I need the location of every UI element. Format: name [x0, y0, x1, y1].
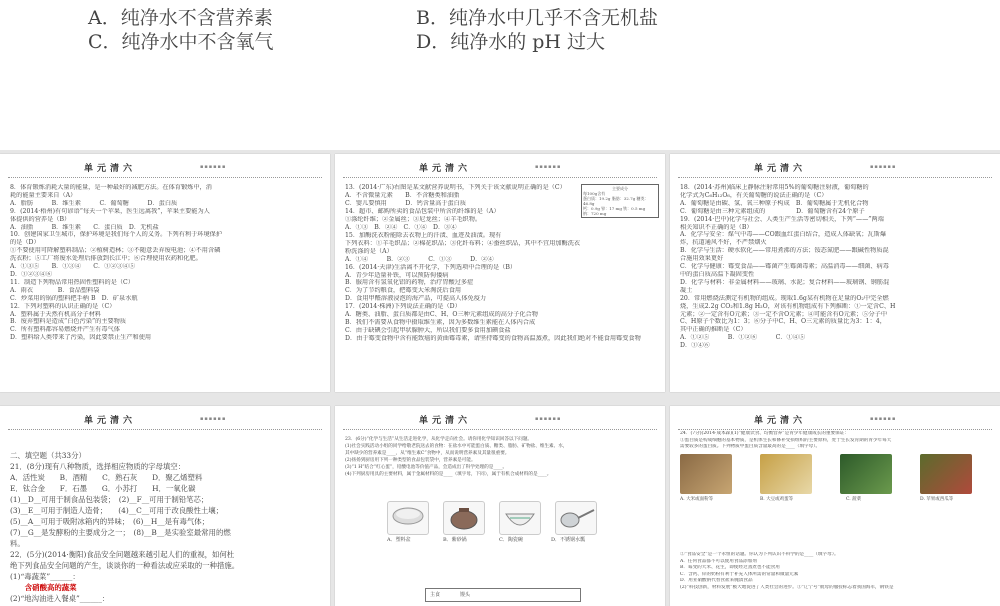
- text-line: 元素；②一定含有O元素；③一定不含O元素；④可能含有O元素；⑤分子中: [680, 310, 888, 318]
- text-line: D．塑料给人类带来了污染，因此要禁止生产和使用: [10, 334, 152, 342]
- text-line: 15．加酶洗衣粉能除去衣物上的汗渍、血迹及油渍。现有: [345, 232, 502, 239]
- unit-header-label: 单元清六: [754, 416, 807, 426]
- text-line: 炸，抗道通风不好，不严禁烟火: [680, 239, 767, 247]
- unit-header: [678, 413, 992, 430]
- text-line: A．化学与安全：煤气中毒——CO跟血红蛋白结合，造成人体缺氧；瓦斯爆: [680, 231, 887, 239]
- nutrition-label-table: [581, 184, 659, 218]
- kitchenware-figure: [387, 501, 607, 546]
- question-text: [680, 184, 990, 350]
- text-line: ①不要使用可降解塑料制品；②植树造林；③不随意丢弃废电池；④不用含磷: [10, 247, 221, 255]
- table-row: 蛋白质：19.2g 脂肪：32.7g 糖类：46.8g: [583, 196, 649, 206]
- text-line: C、H原子个数比为1：3；⑥分子中C、H、O三元素的质量比为3：1：4，: [680, 318, 886, 326]
- beans-eggs-photo: [760, 454, 812, 494]
- text-line: (1)__D__可用于制食品包装袋； (2)__F__可用于制铅笔芯；: [10, 495, 209, 504]
- photo-caption: B. 大豆或鸡蛋等: [760, 497, 794, 502]
- unit-header-label: 单元清六: [419, 416, 472, 426]
- spinach-photo: [840, 454, 892, 494]
- text-line: 16．(2014·天津)生活离不开化学，下列选项中合理的是（B）: [345, 263, 517, 271]
- photo-caption: C. 菠菜: [846, 497, 862, 502]
- text-line: 11．制造下列物品常用热固性塑料的是（C）: [10, 278, 134, 286]
- text-line: D．①④⑥: [680, 342, 710, 350]
- text-line: A．雨衣 B．食品塑料袋: [10, 286, 100, 294]
- text-line: B．废弃塑料是造成“白色污染”的主要物质: [10, 318, 127, 326]
- text-line: (2)扬扬到厨房用下列一种类型的食品包装袋中，营养素是可能。: [345, 458, 476, 463]
- text-line: A．糖类、油脂、蛋白质都是由C、H、O三种元素组成的高分子化合物: [345, 311, 538, 319]
- text-line: (3)__E__可用于制造人造骨； (4)__C__可用于改良酸性土壤；: [10, 506, 224, 515]
- text-line: A．油脂 B．维生素 C．蛋白质 D．无机盐: [10, 223, 159, 231]
- text-line: 耗的能量主要来自（A）: [10, 191, 77, 199]
- text-line: 8．体育锻炼消耗大量的能量，是一种最好的减肥方法。在体育锻炼中，消: [10, 184, 212, 191]
- unit-header-label: 单元清六: [754, 164, 807, 174]
- text-line: C．葡萄糖是由三种元素组成的 D．葡萄糖含有24个原子: [680, 207, 865, 215]
- item-caption: A．塑料盆: [387, 537, 411, 543]
- text-line: 13．(2014·广东)右图是某文献营养说明书，下列关于该文献说明正确的是（C）: [345, 184, 566, 191]
- question-text: [680, 431, 990, 451]
- item-caption: D．不锈钢水瓢: [551, 537, 586, 543]
- text-line: C．化学与健康：霉变食品——霉菌产生霉菌毒素；高温消毒——细菌、病毒: [680, 263, 889, 271]
- table-row: 每100g含有: [583, 191, 606, 196]
- text-line: (1)社会实践活动小组的同学给敬老院送去的食物：在盐水中可能蛋白质、糖类、脂肪、矿物盐、维生素、水，: [345, 444, 568, 449]
- question-text: [10, 450, 320, 604]
- text-line: A．葡萄糖是由碳、氢、氧三种原子构成 B．葡萄糖属于无机化合物: [680, 199, 869, 207]
- unit-header: [8, 413, 322, 430]
- table-row: 钙：0.9g 锌：17 mg 铁：0.5 mg: [583, 206, 646, 211]
- text-line: 粉洗涤的是（A）: [345, 247, 393, 255]
- text-line: 下列衣料：①羊毛织品；②棉花织品；③化纤布料；④蚕丝织品，其中不宜用加酶洗衣: [345, 239, 581, 247]
- page-thumbnail-5[interactable]: [335, 406, 665, 606]
- text-line: 其中缺少的营养素是____，从“维生素C”食物中，从而说明营养素及其量很重要。: [345, 451, 510, 456]
- page-thumbnail-3[interactable]: [670, 154, 1000, 392]
- text-line: 相关知识不正确的是（B）: [680, 223, 753, 231]
- unit-header-label: 单元清六: [84, 164, 137, 174]
- text-line: A．①④ B．②③ C．①③ D．②④: [345, 255, 494, 263]
- text-line: B．化学与生活：硬水软化——常用煮沸的方法；铵态氮肥——跟碱性物质混: [680, 247, 889, 255]
- fruit-photo: [920, 454, 972, 494]
- text-line: 20．常用燃烧法测定有机物的组成。现取1.6g某有机物在足量的O₂中完全燃: [680, 294, 889, 302]
- text-line: (3)“1 H”结合“红心蛋”，铅酸电池等价值产品，会造成出了科学处理的是____。: [345, 465, 508, 470]
- text-line: 其中正确的推断是（C）: [680, 326, 747, 334]
- publisher-logo: ▪▪▪▪▪▪: [535, 416, 562, 422]
- text-line: ②“食品安全”是一个永恒的话题。你认为下列认识不科学的是____（填字母）。: [680, 552, 839, 557]
- text-line: 合施用效果更好: [680, 255, 724, 263]
- text-line: 化学式为C₆H₁₂O₆，有关葡萄糖的说法正确的是（C）: [680, 191, 828, 199]
- unit-header: [8, 161, 322, 178]
- question-text-continued: [345, 232, 655, 343]
- text-line: 24．(7分)(2014·成本森)(1)“健康饮食、均衡营养”是青少年健康成长的重要保证：: [680, 431, 849, 436]
- plastic-basin-image: [387, 501, 429, 535]
- text-line: C．炒菜用的锅的塑料把手柄 B D．矿泉水瓶: [10, 294, 138, 302]
- text-line: ①涤纶纤维；②金属丝；③尼龙丝；④羊毛织物。: [345, 215, 482, 223]
- question-text: [345, 184, 573, 231]
- text-line: A．活性炭 B．酒精 C．熟石灰 D．聚乙烯塑料: [10, 473, 203, 482]
- text-line: A．脂肪 B．维生素 C．葡萄糖 D．蛋白质: [10, 199, 178, 207]
- item-caption: C．陶瓷碗: [499, 537, 523, 543]
- text-line: 洗衣粉；⑤工厂将废水处理后排放到长江中；⑥合理使用农药和化肥。: [10, 255, 202, 263]
- text-line: (5)__A__可用于吸附冰箱内的异味； (6)__H__是有毒气体；: [10, 517, 210, 526]
- text-line: D．化学与材料：非金属材料——玻璃、水泥；复合材料——玻璃钢、钢筋混: [680, 278, 890, 286]
- menu-table-row: 主食 馒头: [430, 592, 471, 598]
- unit-header-label: 单元清六: [84, 416, 137, 426]
- text-line: 14．超市、邮购所卖的食品包装中所含的纤维的是（A）: [345, 207, 500, 215]
- question-text-continued: [680, 552, 990, 592]
- text-line: A．任何食品都不可以使用食品添加剂: [680, 558, 757, 564]
- text-line: C．含钙、锌的奶粉有利于补充人体所需的常量和微量元素: [680, 571, 799, 577]
- text-line: 需要较多的蛋白质。下列物质中蛋白质含量最高的是____（填字母）。: [680, 444, 821, 449]
- photo-caption: D. 苹果或西瓜等: [920, 497, 954, 502]
- question-text: [345, 436, 655, 478]
- text-line: B．我们不需要从食物中摄取维生素，因为多数维生素能在人体内合成: [345, 318, 536, 326]
- page-thumbnail-2[interactable]: [335, 154, 665, 392]
- publisher-logo: ▪▪▪▪▪▪: [870, 164, 897, 170]
- text-line: (7)__G__是发酵粉的主要成分之一； (8)__B__是实验室最常用的燃: [10, 528, 231, 537]
- text-line: C．由于缺碘会引起甲状腺肿大，所以我们要多食用加碘食盐: [345, 326, 511, 334]
- text-line: 绝下列食品安全问题的产生，谈谈你的一种看法或应采取的一种措施。: [10, 561, 240, 570]
- unit-header: [678, 161, 992, 178]
- option-a: A．纯净水不含营养素: [88, 7, 273, 29]
- text-line: B．霉变的大米、花生，即使经过蒸煮也不能食用: [680, 565, 780, 571]
- unit-header: [343, 161, 657, 178]
- unit-header: [343, 413, 657, 430]
- text-line: (1)“毒蔬菜”______：: [10, 572, 80, 581]
- text-line: C．婴儿要慎用 D．钙含量高于蛋白质: [345, 199, 467, 207]
- text-line: A．塑料属于天然有机高分子材料: [10, 310, 102, 318]
- text-line: 二、填空题（共33分）: [10, 451, 86, 460]
- table-row: 钠：720 mg: [583, 211, 607, 216]
- text-line: (2)“地沟油进入餐桌”______：: [10, 594, 110, 603]
- option-c: C．纯净水中不含氧气: [88, 31, 274, 53]
- text-line: (2)“科技创新，材料发展”极大地促进了人类社会的进步。①“辽宁号”航母的服役标志着我国海军，钢铁是: [680, 584, 894, 590]
- text-line: 凝土: [680, 286, 693, 294]
- page-thumbnail-6[interactable]: [670, 406, 1000, 606]
- text-line: D．由于霉变食物中含有能致癌的黄曲霉毒素，请坚持霉变的食物高温蒸煮，因此我们绝对不能食用霉变食物: [345, 334, 641, 342]
- text-line: A．①③⑤ B．①③④ C．①②③④⑤: [10, 263, 136, 271]
- text-line: 22．(5分)(2014·衡阳)食品安全问题越来越引起人们的重视，如何杜: [10, 550, 235, 559]
- page-thumbnail-1[interactable]: [0, 154, 330, 392]
- text-line: 10．创建国家卫生城市，保护环境是我们每个人的义务。下列有利于环境保护: [10, 231, 223, 239]
- publisher-logo: ▪▪▪▪▪▪: [870, 416, 897, 422]
- text-line: 烧，生成2.2g CO₂和1.8g H₂O，对该有机物组成有下列推断：①一定含C、H: [680, 302, 896, 310]
- page-thumbnail-4[interactable]: [0, 406, 330, 606]
- text-line: 9．(2014·梧州)有句谚语“每天一个苹果，医生远离我”，苹果主要能为人: [10, 207, 210, 215]
- text-line: 21．(8分)现有八种物质，选择相应物质的字母填空：: [10, 462, 186, 471]
- text-line: A．①②⑤ B．①②⑥ C．①④⑤: [680, 334, 806, 342]
- table-title: 主要成分: [612, 186, 628, 191]
- text-line: D．①②③④⑥: [10, 270, 53, 278]
- text-line: B．服用含有氢氧化铝的药物，治疗胃酸过多症: [345, 279, 474, 287]
- question-options-panel: [0, 0, 1000, 150]
- text-line: 中的蛋白质高温下凝固变性: [680, 270, 755, 278]
- question-text: [10, 184, 320, 342]
- item-caption: B．紫砂锅: [443, 537, 467, 543]
- option-d: D．纯净水的 pH 过大: [416, 31, 606, 53]
- text-line: 19．(2014·巴中)化学与社会、人类生产生活等密切相关，下列“——”两端: [680, 215, 884, 223]
- text-line: A．青少年适量补铁，可以预防佝偻病: [345, 271, 449, 279]
- food-photos-figure: [680, 454, 984, 507]
- text-line: D．用亚硝酸钠代替食盐来腌渍食品: [680, 578, 753, 584]
- text-line: E．钛合金 F．石墨 G．小苏打 H．一氧化碳: [10, 484, 196, 493]
- handwritten-answer: 含硝酸高的蔬菜: [10, 583, 77, 592]
- text-line: A．不含微量元素 B．不含糖类和油脂: [345, 191, 460, 199]
- text-line: 的是（D）: [10, 239, 40, 247]
- text-line: D．食用甲醛溶液浸泡的海产品，可提高人体免疫力: [345, 295, 487, 303]
- ceramic-bowl-image: [499, 501, 541, 535]
- text-line: ①蛋白质是构成细胞的基本物质，是机体生长和修补受损组织的主要原料，处于生长发育期的青少年每天: [680, 437, 892, 443]
- publisher-logo: ▪▪▪▪▪▪: [200, 416, 227, 422]
- text-line: A．①③ B．②④ C．①④ D．③④: [345, 223, 457, 231]
- steel-ladle-image: [555, 501, 597, 535]
- publisher-logo: ▪▪▪▪▪▪: [535, 164, 562, 170]
- text-line: C．所有塑料都容易燃烧并产生有毒气体: [10, 326, 120, 334]
- text-line: 18．(2014·苏州)临床上静脉注射常用5%的葡萄糖注射液，葡萄糖的: [680, 184, 869, 191]
- text-line: 料。: [10, 539, 25, 548]
- text-line: (4)下列厨房用具的主要材料，属于金属材料的是____（填字母，下同），属于有机合成材料的是____。: [345, 472, 552, 477]
- rice-flour-photo: [680, 454, 732, 494]
- option-b: B．纯净水中几乎不含无机盐: [416, 7, 658, 29]
- text-line: 12．下列对塑料的认识正确的是（C）: [10, 302, 116, 310]
- text-line: 23．(6分)“化学与生活”从生活走进化学，从化学走向社会。请你用化学知识回答以下问题。: [345, 437, 533, 442]
- text-line: 17．(2014·株洲)下列说法正确的是（D）: [345, 303, 461, 311]
- unit-header-label: 单元清六: [419, 164, 472, 174]
- photo-caption: A. 大米或面粉等: [680, 497, 714, 502]
- clay-pot-image: [443, 501, 485, 535]
- text-line: 体提供的营养是（B）: [10, 215, 71, 223]
- publisher-logo: ▪▪▪▪▪▪: [200, 164, 227, 170]
- text-line: C．为了节约粮食，把霉变大米淘洗后食用: [345, 287, 462, 295]
